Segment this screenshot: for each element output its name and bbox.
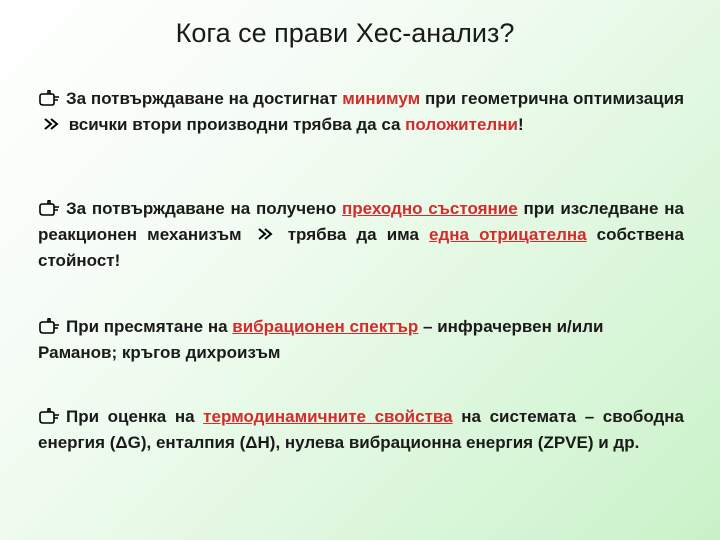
- highlight-text: вибрационен спектър: [232, 317, 419, 336]
- highlight-text: преходно състояние: [341, 199, 518, 218]
- pointing-hand-icon: [38, 200, 60, 216]
- item-text: H), нулева вибрационна енергия (ZPVE) и др.: [257, 433, 640, 452]
- highlight-text: минимум: [342, 89, 421, 108]
- item-text: трябва да има: [277, 225, 430, 244]
- item-text: При оценка на: [66, 407, 204, 426]
- item-text: При пресмятане на: [66, 317, 233, 336]
- double-arrow-icon: [256, 225, 274, 243]
- item-text: !: [517, 115, 524, 134]
- list-item: [38, 404, 684, 456]
- pointing-hand-icon: [38, 408, 60, 424]
- item-text: при изследване на реакционен механизъм: [38, 199, 684, 244]
- item-text: на системата – свободна енергия (: [38, 407, 685, 452]
- delta-symbol: Δ: [115, 433, 128, 452]
- list-item: [38, 196, 684, 274]
- page-title: Кога се прави Хес-анализ?: [175, 18, 515, 48]
- pointing-hand-icon: [38, 90, 60, 106]
- list-item: [38, 86, 684, 138]
- highlight-text: положителни: [405, 115, 518, 134]
- item-text: при геометрична оптимизация: [420, 89, 685, 108]
- list-item: [38, 314, 684, 366]
- item-text: G), енталпия (: [127, 433, 246, 452]
- item-text: За потвърждаване на достигнат: [66, 89, 343, 108]
- delta-symbol: Δ: [245, 433, 258, 452]
- item-text: собствена стойност!: [38, 225, 684, 270]
- highlight-text: една отрицателна: [429, 225, 587, 244]
- item-text: За потвърждаване на получено: [66, 199, 342, 218]
- item-text: всички втори производни трябва да са: [64, 115, 406, 134]
- double-arrow-icon: [42, 115, 60, 133]
- highlight-text: термодинамичните свойства: [203, 407, 453, 426]
- pointing-hand-icon: [38, 318, 60, 334]
- item-text: – инфрачервен и/или Раманов; кръгов дихроизъм: [38, 317, 604, 362]
